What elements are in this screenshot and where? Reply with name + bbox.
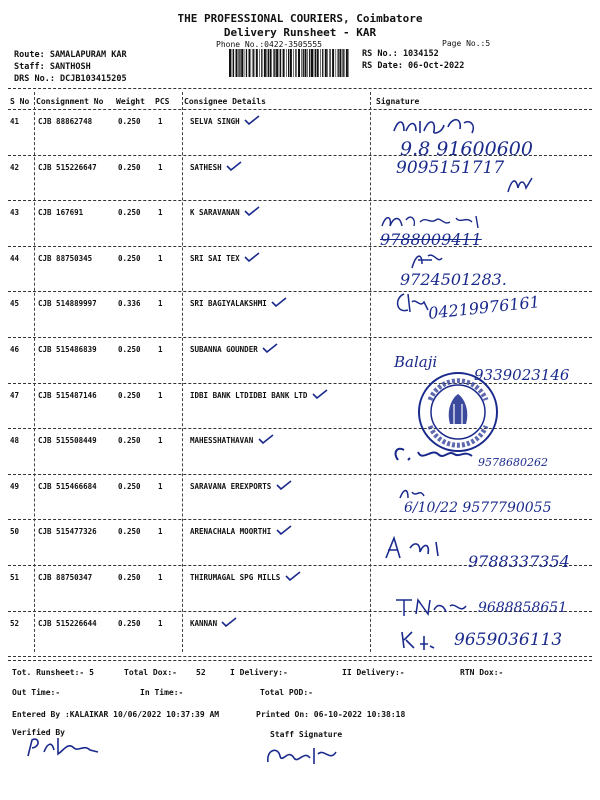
table-bottom-rule — [8, 660, 592, 661]
row-weight: 0.250 — [118, 618, 141, 628]
col-consignment: Consignment No — [36, 97, 104, 106]
row-consignment: CJB 514889997 — [38, 299, 97, 309]
row-weight: 0.250 — [118, 345, 141, 354]
row-consignment: CJB 515466684 — [38, 481, 97, 491]
row-separator — [8, 428, 592, 429]
row-weight: 0.250 — [118, 573, 141, 582]
staff-signature — [264, 742, 344, 768]
row-sno: 51 — [10, 573, 20, 582]
row-consignee: SRI BAGIYALAKSHMI — [190, 299, 267, 309]
signature-scribble — [408, 250, 444, 272]
row-sno: 47 — [10, 390, 20, 400]
row-consignee: IDBI BANK LTDIDBI BANK LTD — [190, 390, 308, 400]
handwritten-date-phone: 6/10/22 9577790055 — [404, 500, 552, 516]
row-consignee: SUBANNA GOUNDER — [190, 345, 258, 354]
row-sno: 49 — [10, 481, 20, 491]
row-separator — [8, 337, 592, 338]
tick-icon — [271, 297, 287, 307]
tick-icon — [312, 389, 328, 399]
total-dox-value: 52 — [196, 668, 206, 677]
handwritten-phone: 9095151717 — [396, 158, 505, 178]
staff-signature-label: Staff Signature — [270, 730, 343, 739]
row-consignment: CJB 515487146 — [38, 390, 97, 400]
row-separator — [8, 200, 592, 201]
signature-scribble — [398, 628, 458, 652]
row-consignment: CJB 88750345 — [38, 253, 93, 263]
row-consignee: SARAVANA EREXPORTS — [190, 481, 272, 491]
col-pcs: PCS — [155, 97, 170, 106]
col-sep — [370, 92, 371, 652]
handwritten-phone: 9788009411 — [380, 230, 482, 249]
row-pcs: 1 — [158, 390, 163, 400]
handwritten-phone: 9788337354 — [468, 552, 570, 571]
handwritten-phone: 9688858651 — [478, 600, 568, 616]
out-time: Out Time:- — [12, 688, 61, 697]
row-consignment: CJB 515508449 — [38, 436, 97, 446]
table-top-rule — [8, 88, 592, 89]
tick-icon — [221, 617, 237, 627]
row-pcs: 1 — [158, 481, 163, 491]
row-consignee: SATHESH — [190, 162, 222, 172]
row-separator — [8, 474, 592, 475]
total-pod: Total POD:- — [260, 688, 313, 697]
total-dox-label: Total Dox:- — [124, 668, 177, 677]
row-sno: 50 — [10, 527, 20, 537]
tick-icon — [258, 434, 274, 444]
rtn-dox: RTN Dox:- — [460, 668, 504, 677]
row-weight: 0.250 — [118, 253, 141, 263]
row-separator — [8, 246, 592, 247]
row-pcs: 1 — [158, 573, 163, 582]
row-sno: 45 — [10, 299, 20, 309]
i-delivery: I Delivery:- — [230, 668, 288, 677]
tick-icon — [276, 525, 292, 535]
row-weight: 0.336 — [118, 299, 141, 309]
company-title: THE PROFESSIONAL COURIERS, Coimbatore — [177, 12, 423, 25]
col-consignee: Consignee Details — [184, 97, 266, 106]
row-pcs: 1 — [158, 436, 163, 446]
signature-scribble — [392, 442, 482, 466]
route: Route: SAMALAPURAM KAR — [14, 50, 127, 60]
rs-number: RS No.: 1034152 — [362, 49, 439, 59]
row-consignment: CJB 515486839 — [38, 345, 97, 354]
phone-number: Phone No.:0422-3505555 — [216, 40, 322, 49]
tick-icon — [285, 571, 301, 581]
barcode — [229, 49, 349, 77]
row-weight: 0.250 — [118, 527, 141, 537]
drs-number: DRS No.: DCJB103415205 — [14, 74, 127, 84]
row-consignee: SELVA SINGH — [190, 117, 240, 126]
tick-icon — [226, 161, 242, 171]
handwritten-phone: 9339023146 — [474, 366, 570, 384]
row-weight: 0.250 — [118, 208, 141, 218]
row-separator — [8, 656, 592, 657]
row-sno: 42 — [10, 162, 20, 172]
row-pcs: 1 — [158, 527, 163, 537]
tick-icon — [244, 206, 260, 216]
row-consignee: ARENACHALA MOORTHI — [190, 527, 272, 537]
col-weight: Weight — [116, 97, 145, 106]
row-pcs: 1 — [158, 253, 163, 263]
row-weight: 0.250 — [118, 117, 141, 126]
row-consignee: MAHESSHATHAVAN — [190, 436, 254, 446]
runsheet-title: Delivery Runsheet - KAR — [223, 26, 377, 39]
page-number: Page No.:5 — [442, 39, 491, 48]
handwritten-phone: 9659036113 — [454, 630, 563, 650]
row-sno: 52 — [10, 618, 20, 628]
verified-by-label: Verified By — [12, 728, 65, 737]
tick-icon — [262, 343, 278, 353]
row-pcs: 1 — [158, 618, 163, 628]
row-consignee: K SARAVANAN — [190, 208, 240, 218]
col-sep — [34, 92, 35, 652]
row-consignment: CJB 167691 — [38, 208, 84, 218]
row-pcs: 1 — [158, 299, 163, 309]
row-weight: 0.250 — [118, 162, 141, 172]
row-pcs: 1 — [158, 208, 163, 218]
row-consignment: CJB 88750347 — [38, 573, 93, 582]
row-weight: 0.250 — [118, 481, 141, 491]
row-pcs: 1 — [158, 162, 163, 172]
signature-scribble — [394, 594, 474, 618]
row-weight: 0.250 — [118, 390, 141, 400]
row-sno: 46 — [10, 345, 20, 354]
tick-icon — [244, 115, 260, 125]
row-sno: 41 — [10, 117, 20, 126]
ii-delivery: II Delivery:- — [342, 668, 405, 677]
row-separator — [8, 291, 592, 292]
entered-by: Entered By :KALAIKAR 10/06/2022 10:37:39 AM — [12, 710, 220, 719]
total-runsheet: Tot. Runsheet:- 5 — [12, 668, 94, 677]
rs-date: RS Date: 06-Oct-2022 — [362, 61, 465, 71]
handwritten-phone: 9578680262 — [478, 456, 548, 469]
row-consignment: CJB 515226644 — [38, 618, 97, 628]
handwritten-name: Balaji — [394, 353, 438, 371]
col-sno: S No — [10, 97, 30, 106]
row-sno: 48 — [10, 436, 20, 446]
handwritten-phone: 9.8 91600600 — [400, 138, 533, 160]
in-time: In Time:- — [140, 688, 184, 697]
row-consignment: CJB 88862748 — [38, 117, 93, 126]
row-sno: 44 — [10, 253, 20, 263]
tick-icon — [244, 252, 260, 262]
row-consignee: KANNAN — [190, 618, 218, 628]
table-header-rule — [8, 109, 592, 110]
row-pcs: 1 — [158, 345, 163, 354]
row-consignment: CJB 515477326 — [38, 527, 97, 537]
row-weight: 0.250 — [118, 436, 141, 446]
signature-scribble — [380, 534, 470, 564]
handwritten-phone: 9724501283. — [400, 270, 507, 289]
staff: Staff: SANTHOSH — [14, 62, 91, 72]
row-pcs: 1 — [158, 117, 163, 126]
handwritten-phone: 04219976161 — [427, 292, 541, 323]
row-sno: 43 — [10, 208, 20, 218]
row-consignee: THIRUMAGAL SPG MILLS — [190, 573, 281, 582]
handwritten-tamil-name — [380, 212, 500, 232]
verifier-signature — [24, 734, 102, 760]
signature-scribble — [506, 174, 536, 196]
printed-on: Printed On: 06-10-2022 10:38:18 — [256, 710, 406, 719]
row-consignee: SRI SAI TEX — [190, 253, 240, 263]
row-separator — [8, 519, 592, 520]
col-signature: Signature — [376, 97, 420, 106]
col-sep — [182, 92, 183, 652]
tick-icon — [276, 480, 292, 490]
row-consignment: CJB 515226647 — [38, 162, 97, 172]
